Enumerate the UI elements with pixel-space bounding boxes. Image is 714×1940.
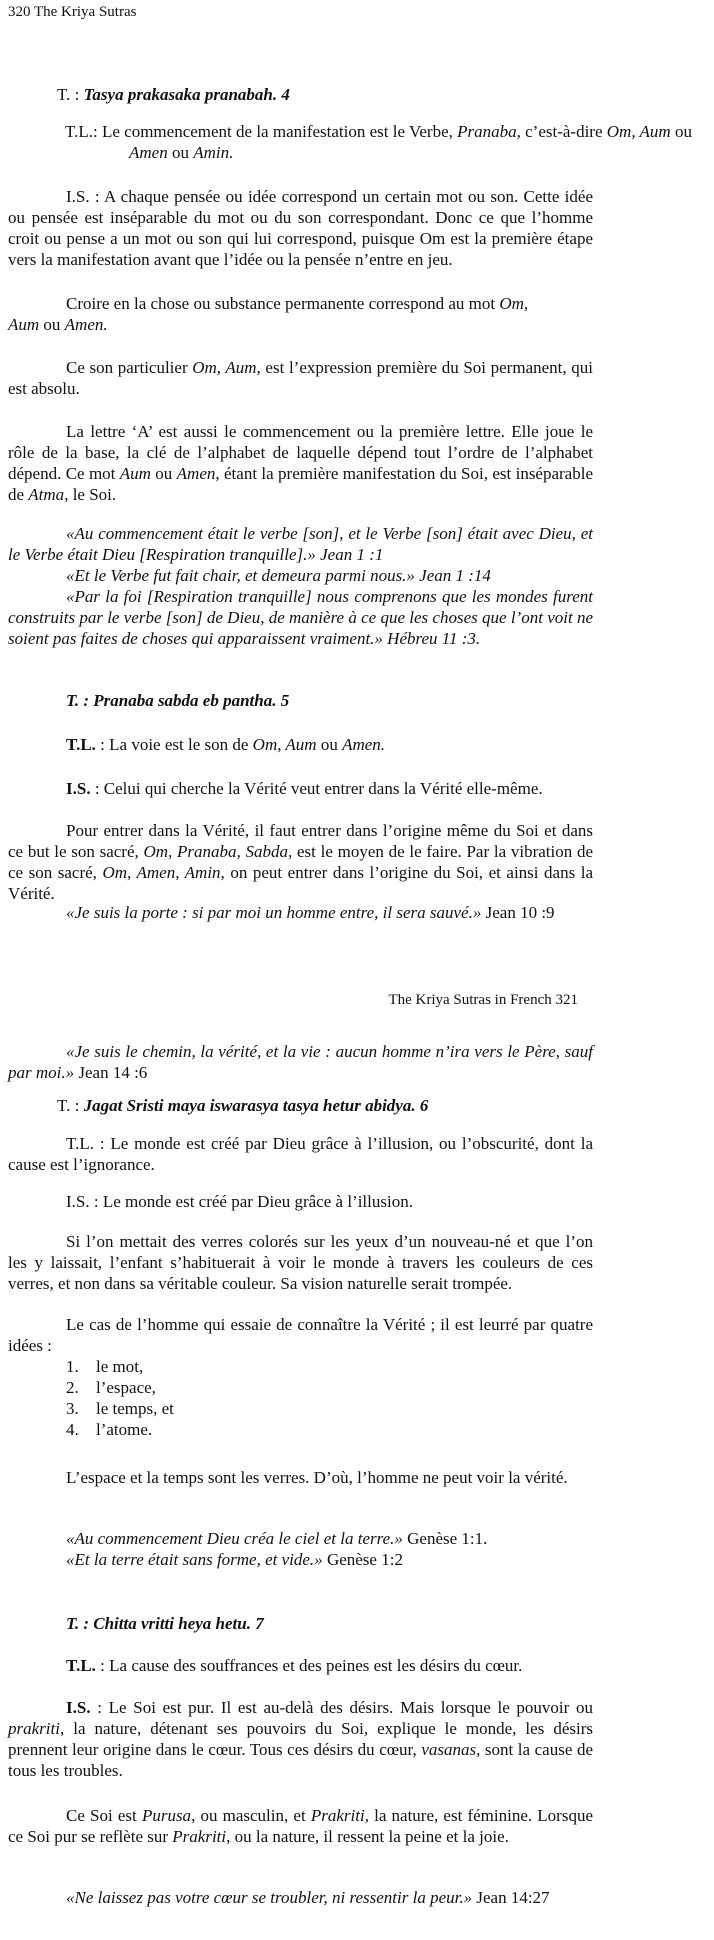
paragraph: Si l’on mettait des verres colorés sur les yeux d’un nouveau-né et que l’on les y laissait, l’enfant s’habituerait à voir le monde à travers les couleurs de ces verres, et non dans sa véritable couleur. Sa vision naturelle serait trompée. [8, 1232, 593, 1293]
sutra-6-translation: T.L. : Le monde est créé par Dieu grâce à l’illusion, ou l’obscurité, dont la cause est l’ignorance. [8, 1134, 593, 1174]
sutra-7-interpretation: I.S. : Le Soi est pur. Il est au-delà des désirs. Mais lorsque le pouvoir ou prakriti, la nature, détenant ses pouvoirs du Soi, explique le monde, les désirs prennent leur origine dans le cœur. Tous ces désirs du cœur, vasanas, sont la cause de tous les troubles. [8, 1698, 593, 1780]
sutra-6-interpretation: I.S. : Le monde est créé par Dieu grâce à l’illusion. [66, 1192, 413, 1211]
bible-quote: «Et la terre était sans forme, et vide.» Genèse 1:2 [66, 1550, 403, 1569]
sutra-5-title: T. : Pranaba sabda eb pantha. 5 [66, 691, 290, 710]
paragraph: Le cas de l’homme qui essaie de connaître la Vérité ; il est leurré par quatre idées : [8, 1315, 593, 1355]
paragraph: Ce Soi est Purusa, ou masculin, et Prakriti, la nature, est féminine. Lorsque ce Soi pur se reflète sur Prakriti, ou la nature, il ressent la peine et la joie. [8, 1806, 593, 1846]
bible-quote: «Je suis la porte : si par moi un homme entre, il sera sauvé.» Jean 10 :9 [66, 903, 555, 922]
list-item: 4. l’atome. [66, 1420, 153, 1439]
paragraph: Croire en la chose ou substance permanente correspond au mot Om, Aum ou Amen. [8, 294, 529, 334]
sutra-4-interpretation: I.S. : A chaque pensée ou idée correspond un certain mot ou son. Cette idée ou pensée est inséparable du mot ou du son correspondant. Donc ce que l’homme croit ou pense a un mot ou son qui lui correspond, puisque Om est la première étape vers la manifestation avant que l’idée ou la pensée n’entre en jeu. [8, 187, 593, 269]
paragraph: Ce son particulier Om, Aum, est l’expression première du Soi permanent, qui est absolu. [8, 358, 593, 398]
list-item: 1. le mot, [66, 1357, 144, 1376]
bible-quote: «Je suis le chemin, la vérité, et la vie : aucun homme n’ira vers le Père, sauf par moi.» Jean 14 :6 [8, 1042, 593, 1082]
bible-quote: «Au commencement Dieu créa le ciel et la terre.» Genèse 1:1. [66, 1529, 488, 1548]
sutra-5-translation: T.L. : La voie est le son de Om, Aum ou Amen. [66, 735, 386, 754]
idea-list [8, 1356, 408, 1440]
sutra-4-translation: T.L.: Le commencement de la manifestation est le Verbe, Pranaba, c’est-à-dire Om, Aum ou Amen ou Amin. [65, 122, 692, 162]
running-header: The Kriya Sutras in French 321 [388, 992, 578, 1008]
paragraph: Pour entrer dans la Vérité, il faut entrer dans l’origine même du Soi et dans ce but le son sacré, Om, Pranaba, Sabda, est le moyen de le faire. Par la vibration de ce son sacré, Om, Amen, Amin, on peut entrer dans l’origine du Soi, et ainsi dans la Vérité. [8, 821, 593, 903]
bible-quote: «Par la foi [Respiration tranquille] nous comprenons que les mondes furent construits par le verbe [son] de Dieu, de manière à ce que les choses que l’ont voit ne soient pas faites de choses qui apparaissent vraiment.» Hébreu 11 :3. [8, 587, 593, 648]
bible-quote: «Et le Verbe fut fait chair, et demeura parmi nous.» Jean 1 :14 [66, 566, 491, 585]
sutra-6-title: T. : Jagat Sristi maya iswarasya tasya hetur abidya. 6 [57, 1096, 429, 1115]
page-320 [0, 0, 692, 965]
bible-quote: «Ne laissez pas votre cœur se troubler, ni ressentir la peur.» Jean 14:27 [66, 1888, 550, 1907]
page-321 [0, 965, 600, 1940]
list-item: 2. l’espace, [66, 1378, 156, 1397]
paragraph: La lettre ‘A’ est aussi le commencement ou la première lettre. Elle joue le rôle de la base, la clé de l’alphabet de laquelle dépend tout l’ordre de l’alphabet dépend. Ce mot Aum ou Amen, étant la première manifestation du Soi, est inséparable de Atma, le Soi. [8, 422, 594, 504]
sutra-7-translation: T.L. : La cause des souffrances et des peines est les désirs du cœur. [66, 1656, 523, 1675]
running-header: 320 The Kriya Sutras [8, 4, 137, 20]
bible-quote: «Au commencement était le verbe [son], et le Verbe [son] était avec Dieu, et le Verbe était Dieu [Respiration tranquille].» Jean 1 :1 [8, 524, 593, 564]
sutra-5-interpretation: I.S. : Celui qui cherche la Vérité veut entrer dans la Vérité elle-même. [66, 779, 543, 798]
sutra-7-title: T. : Chitta vritti heya hetu. 7 [66, 1614, 264, 1633]
list-item: 3. le temps, et [66, 1399, 174, 1418]
sutra-4-title: T. : Tasya prakasaka pranabah. 4 [57, 85, 290, 104]
paragraph: L’espace et la temps sont les verres. D’où, l’homme ne peut voir la vérité. [66, 1468, 568, 1487]
